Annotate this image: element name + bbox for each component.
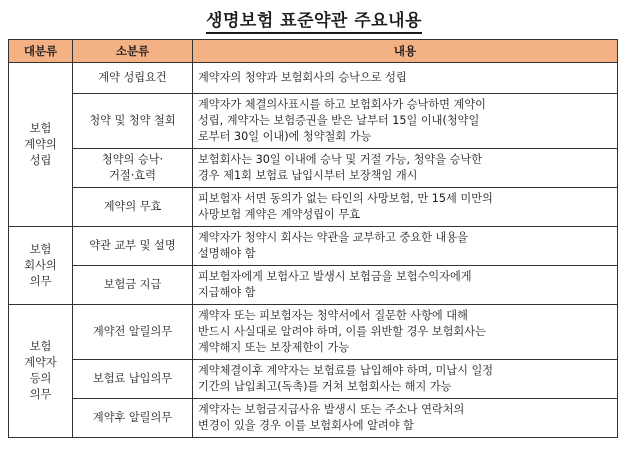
subcategory-cell: 약관 교부 및 설명 xyxy=(73,227,193,266)
category-contract-formation: 보험 계약의 성립 xyxy=(9,63,73,227)
content-cell: 계약자가 체결의사표시를 하고 보험회사가 승낙하면 계약이 성립, 계약자는 보험증권을 받은 날부터 15일 이내(청약일 로부터 30일 이내)에 청약철회 가능 xyxy=(193,94,618,149)
subcategory-cell: 청약 및 청약 철회 xyxy=(73,94,193,149)
table-row xyxy=(9,399,618,438)
content-cell: 계약자의 청약과 보험회사의 승낙으로 성립 xyxy=(193,63,618,94)
document-title: 생명보험 표준약관 주요내용 xyxy=(0,6,628,31)
table-row xyxy=(9,266,618,305)
summary-table xyxy=(8,39,618,438)
header-category: 대분류 xyxy=(9,40,73,63)
table-row xyxy=(9,94,618,149)
subcategory-cell: 계약후 알릴의무 xyxy=(73,399,193,438)
table-row xyxy=(9,188,618,227)
category-insurer-duties: 보험 회사의 의무 xyxy=(9,227,73,305)
subcategory-cell: 보험료 납입의무 xyxy=(73,360,193,399)
table-row xyxy=(9,149,618,188)
content-cell: 계약자 또는 피보험자는 청약서에서 질문한 사항에 대해 반드시 사실대로 알려야 하며, 이를 위반할 경우 보험회사는 계약해지 또는 보장제한이 가능 xyxy=(193,305,618,360)
content-cell: 보험회사는 30일 이내에 승낙 및 거절 가능, 청약을 승낙한 경우 제1회 보험료 납입시부터 보장책임 개시 xyxy=(193,149,618,188)
content-cell: 피보험자에게 보험사고 발생시 보험금을 보험수익자에게 지급해야 함 xyxy=(193,266,618,305)
header-content: 내용 xyxy=(193,40,618,63)
content-cell: 계약자는 보험금지급사유 발생시 또는 주소나 연락처의 변경이 있을 경우 이를 보험회사에 알려야 함 xyxy=(193,399,618,438)
subcategory-cell: 보험금 지급 xyxy=(73,266,193,305)
table-row xyxy=(9,63,618,94)
subcategory-cell: 계약의 무효 xyxy=(73,188,193,227)
subcategory-cell: 계약전 알릴의무 xyxy=(73,305,193,360)
subcategory-cell: 청약의 승낙· 거절·효력 xyxy=(73,149,193,188)
content-cell: 계약체결이후 계약자는 보험료를 납입해야 하며, 미납시 일정 기간의 납입최고(독촉)를 거쳐 보험회사는 해지 가능 xyxy=(193,360,618,399)
header-subcategory: 소분류 xyxy=(73,40,193,63)
table-row xyxy=(9,360,618,399)
category-policyholder-duties: 보험 계약자 등의 의무 xyxy=(9,305,73,438)
subcategory-cell: 계약 성립요건 xyxy=(73,63,193,94)
header-row xyxy=(9,40,618,63)
content-cell: 피보험자 서면 동의가 없는 타인의 사망보험, 만 15세 미만의 사망보험 계약은 계약성립이 무효 xyxy=(193,188,618,227)
table-row xyxy=(9,305,618,360)
table-row xyxy=(9,227,618,266)
content-cell: 계약자가 청약시 회사는 약관을 교부하고 중요한 내용을 설명해야 함 xyxy=(193,227,618,266)
